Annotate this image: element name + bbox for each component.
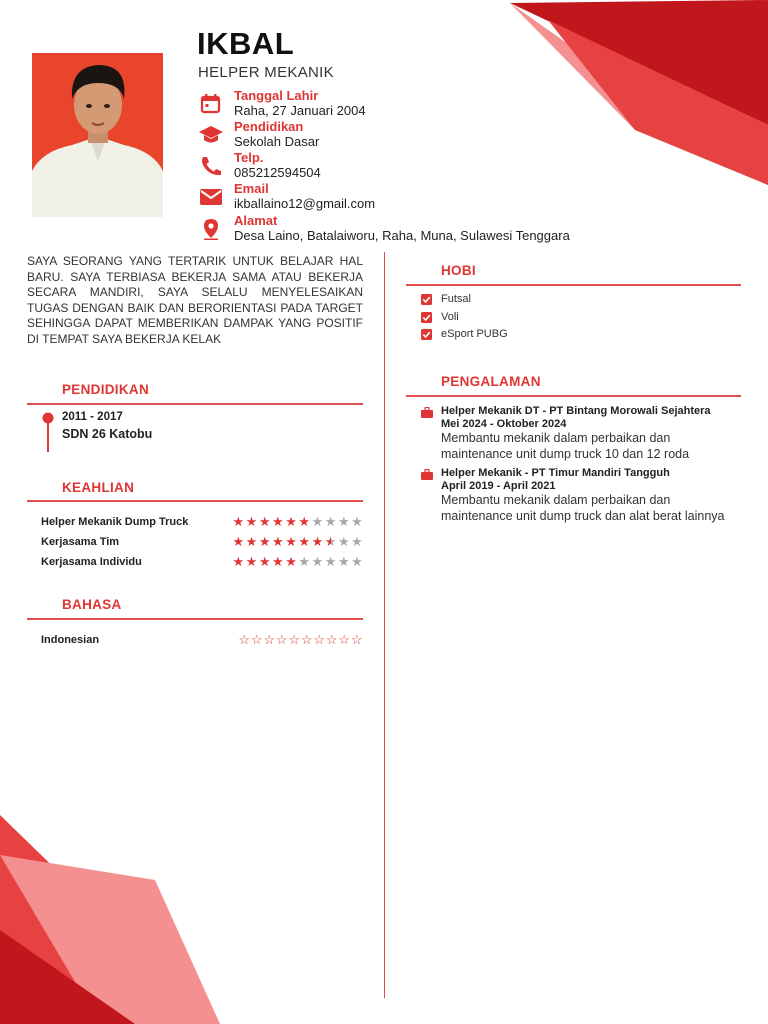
rating-star-icon: ★ [337, 554, 350, 569]
contact-email-value[interactable]: ikballaino12@gmail.com [234, 196, 376, 211]
person-portrait-icon [32, 53, 163, 217]
section-divider [27, 500, 363, 502]
skill-rating [231, 515, 363, 528]
rating-star-icon: ☆ [250, 632, 263, 647]
hobby-label: Futsal [441, 293, 471, 305]
rating-star-icon: ☆ [288, 632, 301, 647]
rating-star-icon: ★ [285, 534, 297, 549]
rating-star-icon: ★ [311, 514, 324, 529]
rating-star-icon: ★ [351, 554, 363, 569]
rating-star-icon: ★ [311, 554, 324, 569]
section-title-hobi: HOBI [441, 263, 476, 278]
section-title-bahasa: BAHASA [62, 597, 122, 612]
checkbox-checked-icon [421, 312, 432, 323]
language-name: Indonesian [41, 634, 100, 646]
checkbox-checked-icon [421, 294, 432, 305]
skill-rating [231, 555, 363, 568]
contact-birth-label: Tanggal Lahir [234, 88, 319, 103]
graduation-cap-icon [199, 125, 223, 145]
experience-description: Membantu mekanik dalam perbaikan dan maintenance unit dump truck 10 dan 12 roda [441, 431, 690, 461]
rating-star-icon: ★ [298, 514, 311, 529]
section-divider [27, 618, 363, 620]
rating-star-icon: ☆ [313, 632, 326, 647]
skill-rating [231, 535, 363, 548]
contact-phone-label: Telp. [234, 150, 264, 165]
checkbox-checked-icon [421, 329, 432, 340]
contact-email-label: Email [234, 181, 269, 196]
bottom-left-shape-dark [0, 930, 135, 1024]
rating-star-icon: ★ [311, 534, 324, 549]
contact-address-label: Alamat [234, 213, 278, 228]
rating-star-icon: ★ [351, 534, 363, 549]
contact-education-label: Pendidikan [234, 119, 304, 134]
rating-star-icon: ☆ [275, 632, 288, 647]
rating-star-icon: ★ [298, 554, 311, 569]
briefcase-icon [421, 407, 433, 418]
contact-address-value: Desa Laino, Batalaiworu, Raha, Muna, Sulawesi Tenggara [234, 228, 570, 243]
column-divider [384, 252, 385, 998]
rating-star-icon: ☆ [338, 632, 351, 647]
skill-row [41, 515, 363, 531]
rating-star-icon: ★ [324, 514, 337, 529]
education-school: SDN 26 Katobu [62, 427, 153, 441]
skill-row [41, 555, 363, 571]
hobby-label: eSport PUBG [441, 328, 508, 340]
bottom-left-shape-mid [0, 815, 215, 1024]
experience-period: Mei 2024 - Oktober 2024 [441, 418, 567, 430]
top-right-shape-dark [510, 0, 768, 125]
rating-star-icon: ☆ [263, 632, 276, 647]
rating-star-icon: ☆ [350, 632, 363, 647]
language-row [41, 633, 363, 649]
contact-education-value: Sekolah Dasar [234, 134, 320, 149]
rating-star-icon: ★ [258, 514, 271, 529]
rating-star-icon: ★ [232, 514, 245, 529]
section-divider [406, 284, 741, 286]
rating-star-icon: ★ [258, 534, 271, 549]
language-rating [238, 633, 363, 646]
location-pin-icon [199, 218, 223, 240]
rating-star-icon: ★ [285, 554, 297, 569]
rating-star-icon: ☆ [300, 632, 313, 647]
rating-star-icon: ★ [324, 534, 337, 549]
candidate-name: IKBAL [197, 26, 295, 61]
briefcase-icon [421, 469, 433, 480]
skill-name: Kerjasama Individu [41, 556, 142, 568]
section-divider [27, 403, 363, 405]
profile-photo [32, 53, 163, 217]
rating-star-icon: ★ [232, 554, 245, 569]
timeline-marker-icon [42, 412, 54, 452]
rating-star-icon: ★ [285, 514, 297, 529]
experience-period: April 2019 - April 2021 [441, 480, 556, 492]
rating-star-icon: ★ [337, 534, 350, 549]
section-title-pendidikan: PENDIDIKAN [62, 382, 150, 397]
rating-star-icon: ☆ [325, 632, 338, 647]
rating-star-icon: ★ [324, 554, 337, 569]
phone-icon [199, 156, 223, 176]
rating-star-icon: ★ [258, 554, 271, 569]
experience-role: Helper Mekanik DT - PT Bintang Morowali Sejahtera [441, 405, 711, 417]
skill-row [41, 535, 363, 551]
rating-star-icon: ★ [351, 514, 363, 529]
contact-phone-value[interactable]: 085212594504 [234, 165, 321, 180]
profile-summary: SAYA SEORANG YANG TERTARIK UNTUK BELAJAR HAL BARU. SAYA TERBIASA BEKERJA SAMA ATAU BEKERJA SECARA MANDIRI, SAYA SELALU MENYELESAIKAN TUGAS DENGAN BAIK DAN BERORIENTASI PADA TARGET SEHINGGA DAPAT MEMBERIKAN DAMPAK YANG POSITIF DI TEMPAT SAYA BEKERJA KELAK [27, 254, 363, 346]
skill-name: Helper Mekanik Dump Truck [41, 516, 189, 528]
top-right-shape-light [510, 3, 768, 185]
rating-star-icon: ★ [298, 534, 311, 549]
rating-star-icon: ★ [272, 534, 284, 549]
experience-description: Membantu mekanik dalam perbaikan dan maintenance unit dump truck dan alat berat lainnya [441, 493, 725, 523]
top-right-shape-mid [548, 20, 768, 185]
experience-role: Helper Mekanik - PT Timur Mandiri Tangguh [441, 467, 670, 479]
section-title-pengalaman: PENGALAMAN [441, 374, 541, 389]
rating-star-icon: ★ [245, 514, 258, 529]
section-title-keahlian: KEAHLIAN [62, 480, 135, 495]
calendar-icon [199, 94, 223, 114]
bottom-left-shape-light [0, 855, 220, 1024]
rating-star-icon: ★ [232, 534, 245, 549]
rating-star-icon: ★ [245, 534, 258, 549]
contact-birth-value: Raha, 27 Januari 2004 [234, 103, 366, 118]
rating-star-icon: ★ [272, 554, 284, 569]
rating-star-icon: ☆ [238, 632, 251, 647]
rating-star-icon: ★ [337, 514, 350, 529]
skill-name: Kerjasama Tim [41, 536, 120, 548]
rating-star-icon: ★ [245, 554, 258, 569]
hobby-label: Voli [441, 311, 459, 323]
email-icon [199, 187, 223, 207]
rating-star-icon: ★ [272, 514, 284, 529]
candidate-title: HELPER MEKANIK [198, 64, 334, 81]
section-divider [406, 395, 741, 397]
education-years: 2011 - 2017 [62, 411, 123, 423]
